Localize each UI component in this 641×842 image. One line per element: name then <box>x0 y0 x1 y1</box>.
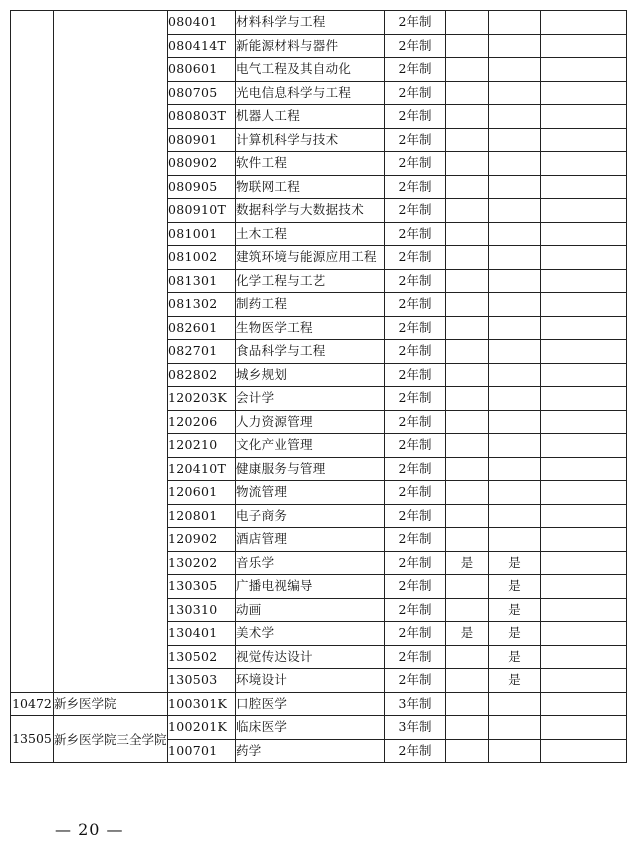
major-name-cell: 材料科学与工程 <box>236 11 385 35</box>
flag-cell <box>446 293 489 317</box>
major-code-cell: 080414T <box>168 34 236 58</box>
duration-cell: 2年制 <box>385 81 446 105</box>
note-cell <box>541 199 627 223</box>
note-cell <box>541 551 627 575</box>
major-code-cell: 130503 <box>168 669 236 693</box>
note-cell <box>541 669 627 693</box>
table-row <box>11 692 627 716</box>
flag-cell <box>489 481 541 505</box>
duration-cell: 3年制 <box>385 716 446 740</box>
flag-cell <box>446 481 489 505</box>
flag-cell <box>446 128 489 152</box>
flag-cell <box>446 222 489 246</box>
major-code-cell: 120410T <box>168 457 236 481</box>
flag-cell <box>446 692 489 716</box>
flag-cell <box>489 11 541 35</box>
duration-cell: 2年制 <box>385 199 446 223</box>
duration-cell: 2年制 <box>385 551 446 575</box>
flag-cell <box>489 293 541 317</box>
major-code-cell: 120801 <box>168 504 236 528</box>
flag-cell <box>446 716 489 740</box>
flag-cell: 是 <box>489 598 541 622</box>
flag-cell <box>489 199 541 223</box>
duration-cell: 2年制 <box>385 457 446 481</box>
major-name-cell: 文化产业管理 <box>236 434 385 458</box>
duration-cell: 2年制 <box>385 434 446 458</box>
major-code-cell: 130310 <box>168 598 236 622</box>
major-code-cell: 120203K <box>168 387 236 411</box>
major-code-cell: 082701 <box>168 340 236 364</box>
major-name-cell: 广播电视编导 <box>236 575 385 599</box>
major-name-cell: 酒店管理 <box>236 528 385 552</box>
major-name-cell: 新能源材料与器件 <box>236 34 385 58</box>
flag-cell <box>446 58 489 82</box>
duration-cell: 3年制 <box>385 692 446 716</box>
flag-cell <box>446 645 489 669</box>
table-row <box>11 716 627 740</box>
major-code-cell: 080910T <box>168 199 236 223</box>
major-name-cell: 数据科学与大数据技术 <box>236 199 385 223</box>
major-code-cell: 080902 <box>168 152 236 176</box>
flag-cell <box>489 363 541 387</box>
flag-cell: 是 <box>489 575 541 599</box>
flag-cell <box>489 246 541 270</box>
note-cell <box>541 340 627 364</box>
duration-cell: 2年制 <box>385 598 446 622</box>
flag-cell <box>489 269 541 293</box>
duration-cell: 2年制 <box>385 528 446 552</box>
major-code-cell: 080705 <box>168 81 236 105</box>
duration-cell: 2年制 <box>385 575 446 599</box>
note-cell <box>541 575 627 599</box>
duration-cell: 2年制 <box>385 739 446 763</box>
major-code-cell: 100301K <box>168 692 236 716</box>
school-code-cell: 13505 <box>11 716 54 763</box>
duration-cell: 2年制 <box>385 34 446 58</box>
major-code-cell: 130305 <box>168 575 236 599</box>
flag-cell: 是 <box>446 622 489 646</box>
flag-cell <box>489 504 541 528</box>
major-name-cell: 环境设计 <box>236 669 385 693</box>
duration-cell: 2年制 <box>385 152 446 176</box>
major-code-cell: 080803T <box>168 105 236 129</box>
major-code-cell: 080601 <box>168 58 236 82</box>
flag-cell <box>446 575 489 599</box>
flag-cell <box>489 316 541 340</box>
major-name-cell: 建筑环境与能源应用工程 <box>236 246 385 270</box>
flag-cell <box>446 410 489 434</box>
duration-cell: 2年制 <box>385 504 446 528</box>
table-body <box>11 11 627 763</box>
note-cell <box>541 269 627 293</box>
duration-cell: 2年制 <box>385 387 446 411</box>
major-code-cell: 130401 <box>168 622 236 646</box>
major-code-cell: 120206 <box>168 410 236 434</box>
flag-cell <box>446 316 489 340</box>
major-name-cell: 土木工程 <box>236 222 385 246</box>
major-name-cell: 软件工程 <box>236 152 385 176</box>
flag-cell <box>489 528 541 552</box>
major-code-cell: 120210 <box>168 434 236 458</box>
flag-cell <box>489 152 541 176</box>
major-code-cell: 081301 <box>168 269 236 293</box>
flag-cell: 是 <box>489 622 541 646</box>
major-name-cell: 临床医学 <box>236 716 385 740</box>
flag-cell <box>446 457 489 481</box>
flag-cell <box>489 387 541 411</box>
duration-cell: 2年制 <box>385 669 446 693</box>
flag-cell <box>489 58 541 82</box>
majors-table <box>10 10 627 763</box>
flag-cell <box>489 716 541 740</box>
major-name-cell: 化学工程与工艺 <box>236 269 385 293</box>
note-cell <box>541 81 627 105</box>
note-cell <box>541 387 627 411</box>
flag-cell <box>446 81 489 105</box>
note-cell <box>541 434 627 458</box>
duration-cell: 2年制 <box>385 410 446 434</box>
major-name-cell: 药学 <box>236 739 385 763</box>
major-code-cell: 130502 <box>168 645 236 669</box>
note-cell <box>541 11 627 35</box>
flag-cell: 是 <box>489 645 541 669</box>
note-cell <box>541 457 627 481</box>
flag-cell <box>489 434 541 458</box>
major-code-cell: 100201K <box>168 716 236 740</box>
note-cell <box>541 481 627 505</box>
note-cell <box>541 504 627 528</box>
major-name-cell: 光电信息科学与工程 <box>236 81 385 105</box>
duration-cell: 2年制 <box>385 340 446 364</box>
note-cell <box>541 58 627 82</box>
duration-cell: 2年制 <box>385 175 446 199</box>
flag-cell <box>446 669 489 693</box>
duration-cell: 2年制 <box>385 269 446 293</box>
major-name-cell: 生物医学工程 <box>236 316 385 340</box>
flag-cell <box>446 387 489 411</box>
major-name-cell: 视觉传达设计 <box>236 645 385 669</box>
major-name-cell: 健康服务与管理 <box>236 457 385 481</box>
flag-cell: 是 <box>446 551 489 575</box>
page-number: — 20 — <box>55 820 124 839</box>
major-name-cell: 会计学 <box>236 387 385 411</box>
duration-cell: 2年制 <box>385 622 446 646</box>
major-code-cell: 081001 <box>168 222 236 246</box>
flag-cell <box>489 34 541 58</box>
note-cell <box>541 316 627 340</box>
school-name-cell: 新乡医学院 <box>54 692 168 716</box>
flag-cell <box>446 105 489 129</box>
flag-cell <box>446 269 489 293</box>
note-cell <box>541 716 627 740</box>
flag-cell <box>446 434 489 458</box>
duration-cell: 2年制 <box>385 105 446 129</box>
note-cell <box>541 293 627 317</box>
major-code-cell: 100701 <box>168 739 236 763</box>
note-cell <box>541 34 627 58</box>
flag-cell <box>489 340 541 364</box>
note-cell <box>541 222 627 246</box>
flag-cell <box>489 457 541 481</box>
flag-cell <box>446 528 489 552</box>
major-code-cell: 130202 <box>168 551 236 575</box>
note-cell <box>541 128 627 152</box>
table-row <box>11 11 627 35</box>
school-name-cell: 新乡医学院三全学院 <box>54 716 168 763</box>
major-code-cell: 081302 <box>168 293 236 317</box>
school-name-cell <box>54 11 168 693</box>
flag-cell <box>446 340 489 364</box>
duration-cell: 2年制 <box>385 481 446 505</box>
major-name-cell: 机器人工程 <box>236 105 385 129</box>
duration-cell: 2年制 <box>385 128 446 152</box>
note-cell <box>541 598 627 622</box>
major-code-cell: 120902 <box>168 528 236 552</box>
duration-cell: 2年制 <box>385 58 446 82</box>
major-code-cell: 082802 <box>168 363 236 387</box>
flag-cell: 是 <box>489 669 541 693</box>
duration-cell: 2年制 <box>385 645 446 669</box>
flag-cell <box>489 410 541 434</box>
major-code-cell: 080905 <box>168 175 236 199</box>
flag-cell <box>446 34 489 58</box>
flag-cell <box>446 739 489 763</box>
flag-cell <box>446 199 489 223</box>
flag-cell <box>489 128 541 152</box>
major-name-cell: 动画 <box>236 598 385 622</box>
major-name-cell: 美术学 <box>236 622 385 646</box>
flag-cell <box>489 222 541 246</box>
note-cell <box>541 645 627 669</box>
flag-cell <box>489 105 541 129</box>
flag-cell <box>489 175 541 199</box>
duration-cell: 2年制 <box>385 363 446 387</box>
flag-cell <box>446 598 489 622</box>
major-name-cell: 城乡规划 <box>236 363 385 387</box>
note-cell <box>541 363 627 387</box>
flag-cell <box>446 152 489 176</box>
note-cell <box>541 105 627 129</box>
school-code-cell: 10472 <box>11 692 54 716</box>
flag-cell <box>446 246 489 270</box>
duration-cell: 2年制 <box>385 11 446 35</box>
note-cell <box>541 246 627 270</box>
major-name-cell: 口腔医学 <box>236 692 385 716</box>
note-cell <box>541 622 627 646</box>
duration-cell: 2年制 <box>385 246 446 270</box>
duration-cell: 2年制 <box>385 293 446 317</box>
note-cell <box>541 152 627 176</box>
note-cell <box>541 692 627 716</box>
flag-cell <box>489 692 541 716</box>
flag-cell <box>446 363 489 387</box>
major-code-cell: 080401 <box>168 11 236 35</box>
major-name-cell: 物流管理 <box>236 481 385 505</box>
major-code-cell: 081002 <box>168 246 236 270</box>
duration-cell: 2年制 <box>385 222 446 246</box>
major-name-cell: 电子商务 <box>236 504 385 528</box>
duration-cell: 2年制 <box>385 316 446 340</box>
major-name-cell: 食品科学与工程 <box>236 340 385 364</box>
flag-cell <box>489 81 541 105</box>
note-cell <box>541 175 627 199</box>
major-name-cell: 物联网工程 <box>236 175 385 199</box>
note-cell <box>541 410 627 434</box>
major-name-cell: 电气工程及其自动化 <box>236 58 385 82</box>
school-code-cell <box>11 11 54 693</box>
major-name-cell: 制药工程 <box>236 293 385 317</box>
note-cell <box>541 528 627 552</box>
flag-cell: 是 <box>489 551 541 575</box>
note-cell <box>541 739 627 763</box>
flag-cell <box>446 175 489 199</box>
flag-cell <box>446 11 489 35</box>
flag-cell <box>489 739 541 763</box>
major-code-cell: 082601 <box>168 316 236 340</box>
major-code-cell: 120601 <box>168 481 236 505</box>
major-code-cell: 080901 <box>168 128 236 152</box>
flag-cell <box>446 504 489 528</box>
major-name-cell: 计算机科学与技术 <box>236 128 385 152</box>
major-name-cell: 音乐学 <box>236 551 385 575</box>
major-name-cell: 人力资源管理 <box>236 410 385 434</box>
